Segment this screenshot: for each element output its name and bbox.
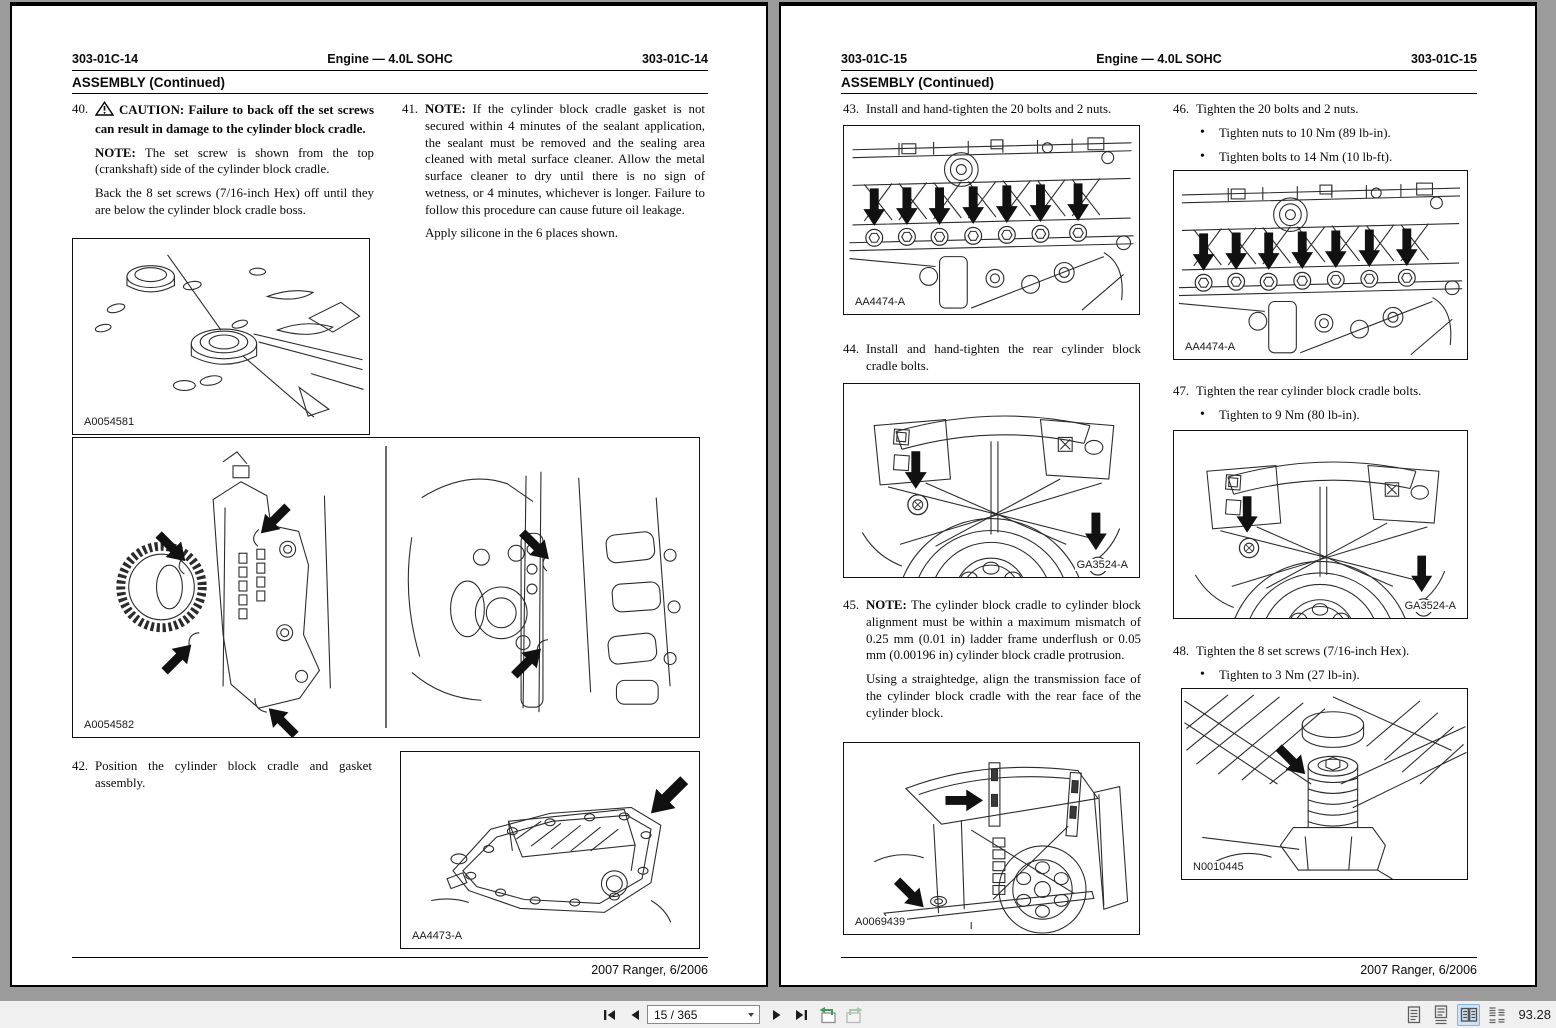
torque-bullet: • Tighten nuts to 10 Nm (89 lb-in). bbox=[1196, 125, 1469, 142]
section-rule bbox=[72, 93, 708, 94]
torque-bullet: • Tighten to 3 Nm (27 lb-in). bbox=[1196, 667, 1469, 684]
figure-aa4473 bbox=[400, 751, 700, 949]
note-paragraph: NOTE: The cylinder block cradle to cylinder block alignment must be within a maximum mismatch of 0.25 mm (0.01 in) ladder frame underflush or 0.05 mm (0.00196 in) cylinder block cradle protrusion. bbox=[866, 598, 1141, 663]
continuous-page-icon bbox=[1431, 1005, 1451, 1025]
figure-label: GA3524-A bbox=[1404, 600, 1456, 612]
step-number: 47. bbox=[1173, 384, 1190, 398]
caution-icon bbox=[95, 101, 114, 121]
header-rule bbox=[72, 70, 708, 71]
step-47 bbox=[1173, 383, 1469, 424]
page-header bbox=[841, 52, 1477, 66]
next-view-button[interactable] bbox=[844, 1004, 866, 1026]
header-section-code-left: 303-01C-15 bbox=[841, 52, 908, 66]
first-page-button[interactable] bbox=[598, 1004, 620, 1026]
step-number: 43. bbox=[843, 102, 860, 116]
step-text: Tighten the 8 set screws (7/16-inch Hex). bbox=[1196, 644, 1410, 658]
viewer-toolbar bbox=[0, 1000, 1556, 1028]
header-section-code-right: 303-01C-14 bbox=[641, 52, 708, 66]
step-paragraph: Back the 8 set screws (7/16-inch Hex) off until they are below the cylinder block cradle boss. bbox=[95, 186, 374, 217]
next-page-icon bbox=[771, 1009, 783, 1021]
last-page-button[interactable] bbox=[790, 1004, 812, 1026]
figure-label: A0054581 bbox=[84, 416, 135, 428]
note-paragraph: NOTE: The set screw is shown from the top (crankshaft) side of the cylinder block cradle. bbox=[95, 145, 374, 177]
previous-page-button[interactable] bbox=[624, 1004, 646, 1026]
step-45 bbox=[843, 597, 1141, 721]
step-44 bbox=[843, 341, 1141, 375]
header-title: Engine — 4.0L SOHC bbox=[1096, 52, 1222, 66]
figure-aa4474-left bbox=[843, 125, 1140, 315]
step-text: Position the cylinder block cradle and gasket assembly. bbox=[95, 759, 372, 790]
step-text: Tighten the 20 bolts and 2 nuts. bbox=[1196, 102, 1359, 116]
last-page-icon bbox=[795, 1009, 808, 1021]
bullet-dot: • bbox=[1200, 406, 1205, 422]
figure-label: AA4474-A bbox=[1185, 341, 1236, 353]
step-number: 44. bbox=[843, 342, 860, 356]
previous-page-icon bbox=[629, 1009, 641, 1021]
step-number: 41. bbox=[402, 102, 419, 116]
page-header bbox=[72, 52, 708, 66]
header-rule bbox=[841, 70, 1477, 71]
step-paragraph: Apply silicone in the 6 places shown. bbox=[425, 226, 618, 241]
zoom-level: 93.28 bbox=[1518, 1007, 1551, 1022]
step-42 bbox=[72, 758, 372, 792]
manual-page-left[interactable] bbox=[10, 2, 768, 987]
figure-a0054582 bbox=[72, 437, 700, 738]
header-title: Engine — 4.0L SOHC bbox=[327, 52, 453, 66]
step-number: 42. bbox=[72, 759, 89, 773]
figure-label: AA4473-A bbox=[412, 930, 463, 942]
step-43 bbox=[843, 101, 1141, 118]
figure-label: GA3524-A bbox=[1076, 559, 1128, 571]
first-page-icon bbox=[603, 1009, 616, 1021]
continuous-facing-icon bbox=[1487, 1005, 1507, 1025]
caution-text: CAUTION: Failure to back off the set screws can result in damage to the cylinder block cradle. bbox=[95, 103, 374, 136]
previous-view-icon bbox=[817, 1007, 837, 1024]
layout-continuous-facing-button[interactable] bbox=[1485, 1004, 1508, 1026]
figure-aa4474-right bbox=[1173, 170, 1468, 360]
layout-continuous-button[interactable] bbox=[1429, 1004, 1452, 1026]
manual-page-right[interactable] bbox=[779, 2, 1537, 987]
facing-pages-icon bbox=[1459, 1005, 1479, 1025]
footer-rule bbox=[72, 957, 708, 958]
torque-bullet: • Tighten to 9 Nm (80 lb-in). bbox=[1196, 407, 1469, 424]
figure-label: A0054582 bbox=[84, 719, 135, 731]
step-paragraph: Using a straightedge, align the transmission face of the cylinder block cradle with the rear face of the cylinder block. bbox=[866, 672, 1141, 720]
next-view-icon bbox=[845, 1007, 865, 1024]
section-rule bbox=[841, 93, 1477, 94]
figure-label: A0069439 bbox=[855, 916, 906, 928]
page-footer: 2007 Ranger, 6/2006 bbox=[1360, 963, 1477, 977]
chevron-down-icon bbox=[748, 1013, 754, 1017]
step-48 bbox=[1173, 643, 1469, 684]
note-paragraph: NOTE: If the cylinder block cradle gasket is not secured within 4 minutes of the sealant application, the sealant must be removed and the sealing area cleaned with metal surface cleaner. Allow the metal surface cleaner to dry until there is no sign of wetness, or 4 minutes, whichever is longer. Failure to follow this procedure can cause future oil leakage. bbox=[425, 102, 705, 217]
figure-a0069439 bbox=[843, 742, 1140, 935]
step-46 bbox=[1173, 101, 1469, 165]
next-page-button[interactable] bbox=[766, 1004, 788, 1026]
step-41 bbox=[402, 101, 705, 242]
header-section-code-right: 303-01C-15 bbox=[1410, 52, 1477, 66]
bullet-dot: • bbox=[1200, 148, 1205, 164]
figure-a0054581 bbox=[72, 238, 370, 435]
footer-rule bbox=[841, 957, 1477, 958]
step-text: Tighten the rear cylinder block cradle bolts. bbox=[1196, 384, 1422, 398]
section-title: ASSEMBLY (Continued) bbox=[72, 75, 226, 90]
figure-ga3524-right bbox=[1173, 430, 1468, 619]
page-number-input[interactable] bbox=[647, 1005, 760, 1024]
layout-single-page-button[interactable] bbox=[1402, 1004, 1425, 1026]
step-number: 46. bbox=[1173, 102, 1190, 116]
step-text: Install and hand-tighten the 20 bolts and 2 nuts. bbox=[866, 102, 1112, 116]
figure-ga3524-left bbox=[843, 383, 1140, 578]
step-number: 48. bbox=[1173, 644, 1190, 658]
section-title: ASSEMBLY (Continued) bbox=[841, 75, 995, 90]
step-text: Install and hand-tighten the rear cylinder block cradle bolts. bbox=[866, 342, 1141, 373]
layout-facing-button[interactable] bbox=[1457, 1004, 1480, 1026]
step-number: 40. bbox=[72, 102, 89, 116]
step-40 bbox=[72, 101, 374, 219]
figure-n0010445 bbox=[1181, 688, 1468, 880]
figure-label: AA4474-A bbox=[855, 296, 906, 308]
page-footer: 2007 Ranger, 6/2006 bbox=[591, 963, 708, 977]
single-page-icon bbox=[1404, 1005, 1424, 1025]
header-section-code-left: 303-01C-14 bbox=[72, 52, 139, 66]
previous-view-button[interactable] bbox=[816, 1004, 838, 1026]
bullet-dot: • bbox=[1200, 666, 1205, 682]
figure-label: N0010445 bbox=[1193, 861, 1244, 873]
page-indicator: 15 / 365 bbox=[654, 1007, 698, 1022]
bullet-dot: • bbox=[1200, 124, 1205, 140]
torque-bullet: • Tighten bolts to 14 Nm (10 lb-ft). bbox=[1196, 149, 1469, 166]
step-number: 45. bbox=[843, 598, 860, 612]
